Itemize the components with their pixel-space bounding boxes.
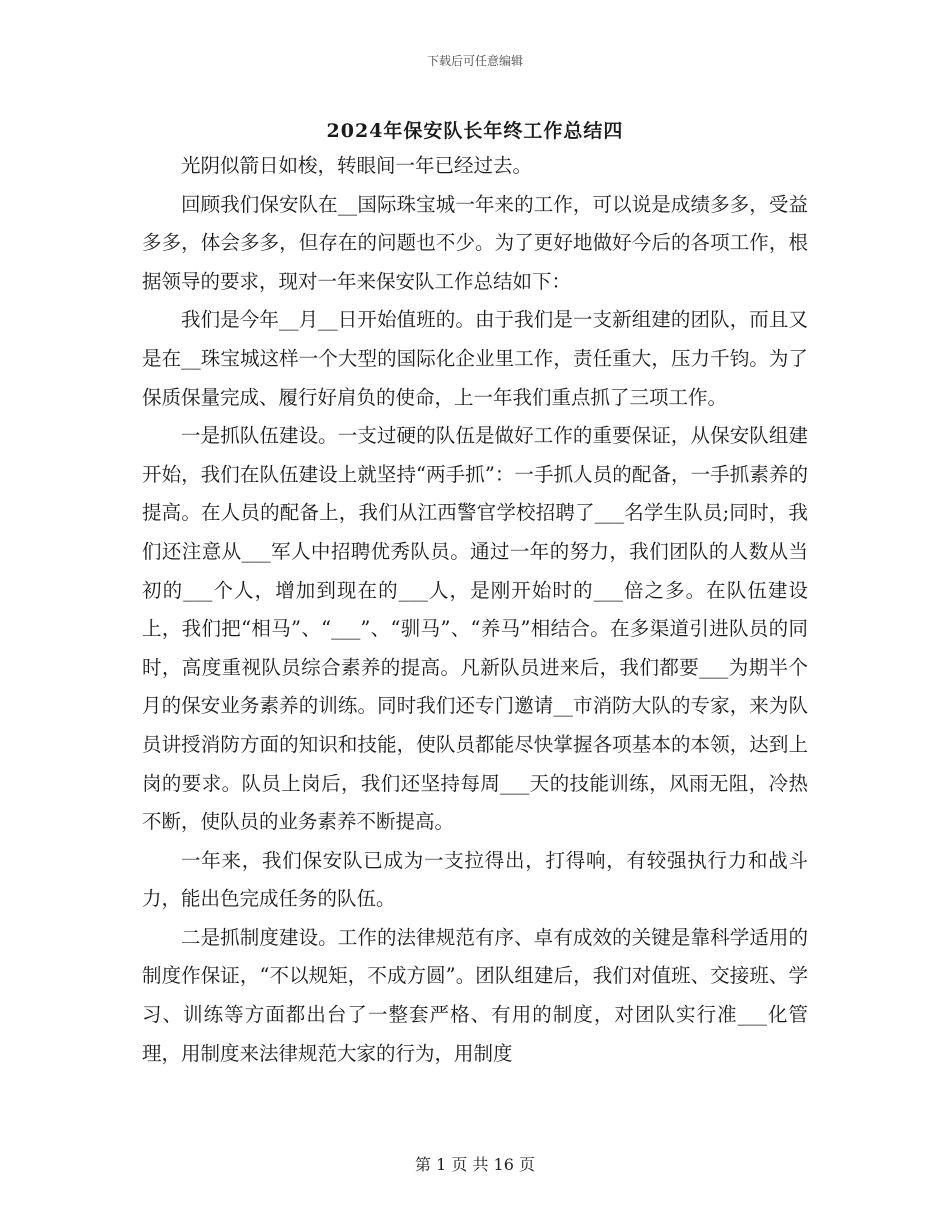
paragraph: 光阴似箭日如梭，转眼间一年已经过去。 xyxy=(181,154,533,177)
document-body xyxy=(142,147,808,1073)
paragraph: 一是抓队伍建设。一支过硬的队伍是做好工作的重要保证，从保安队组建开始，我们在队伍建设上就坚持“两手抓”：一手抓人员的配备，一手抓素养的提高。在人员的配备上，我们从江西警官学校招聘了___名学生队员;同时，我们还注意从___军人中招聘优秀队员。通过一年的努力，我们团队的人数从当初的___个人，增加到现在的___人，是刚开始时的___倍之多。在队伍建设上，我们把“相马”、“___”、“驯马”、“养马”相结合。在多渠道引进队员的同时，高度重视队员综合素养的提高。凡新队员进来后，我们都要___为期半个月的保安业务素养的训练。同时我们还专门邀请__市消防大队的专家，来为队员讲授消防方面的知识和技能，使队员都能尽快掌握各项基本的本领，达到上岗的要求。队员上岗后，我们还坚持每周___天的技能训练，风雨无阻，冷热不断，使队员的业务素养不断提高。 xyxy=(142,424,808,834)
page-number-footer: 第 1 页 共 16 页 xyxy=(415,1155,535,1174)
paragraph: 我们是今年__月__日开始值班的。由于我们是一支新组建的团队，而且又是在__珠宝城这样一个大型的国际化企业里工作，责任重大，压力千钧。为了保质保量完成、履行好肩负的使命，上一年我们重点抓了三项工作。 xyxy=(142,308,808,409)
document-title: 2024年保安队长年终工作总结四 xyxy=(326,120,624,142)
paragraph: 一年来，我们保安队已成为一支拉得出，打得响，有较强执行力和战斗力，能出色完成任务的队伍。 xyxy=(142,848,808,911)
page-header-note: 下载后可任意编辑 xyxy=(426,54,523,68)
paragraph: 二是抓制度建设。工作的法律规范有序、卓有成效的关键是靠科学适用的制度作保证，“不以规矩，不成方圆”。团队组建后，我们对值班、交接班、学习、训练等方面都出台了一整套严格、有用的制度，对团队实行准___化管理，用制度来法律规范大家的行为，用制度 xyxy=(142,925,808,1065)
paragraph: 回顾我们保安队在__国际珠宝城一年来的工作，可以说是成绩多多，受益多多，体会多多，但存在的问题也不少。为了更好地做好今后的各项工作，根据领导的要求，现对一年来保安队工作总结如下： xyxy=(142,192,808,293)
